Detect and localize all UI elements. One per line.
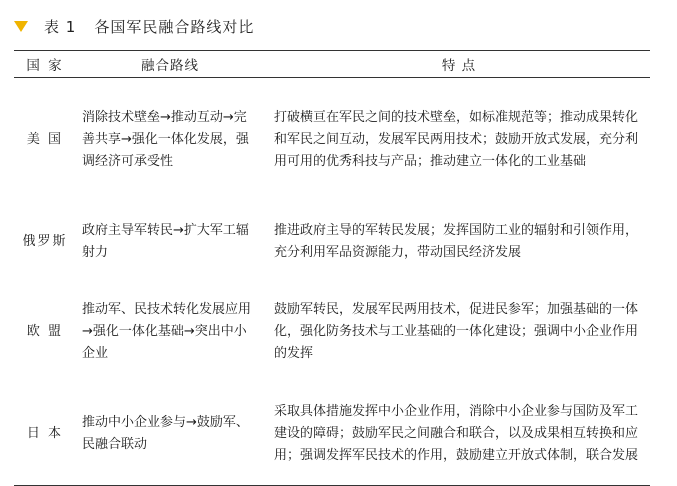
- path-cell: 推动中小企业参与→鼓励军、民融合联动: [76, 383, 268, 486]
- features-cell: 采取具体措施发挥中小企业作用，消除中小企业参与国防及军工建设的障碍；鼓励军民之间融合和联合，以及成果相互转换和应用；强调发挥军民技术的作用，鼓励建立开放式体制，联合发展: [268, 383, 650, 486]
- path-cell: 推动军、民技术转化发展应用→强化一体化基础→突出中小企业: [82, 302, 252, 361]
- features-cell: 鼓励军转民，发展军民两用技术，促进民参军；加强基础的一体化，强化防务技术与工业基础的一体化建设；强调中小企业作用的发挥: [274, 302, 639, 361]
- table-row: [14, 202, 650, 281]
- country-cell: 俄罗斯: [22, 233, 68, 249]
- table-title: 各国军民融合路线对比: [94, 17, 255, 36]
- path-cell: 消除技术壁垒→推动互动→完善共享→强化一体化发展，强调经济可承受性: [82, 110, 249, 169]
- country-cell: 美 国: [26, 132, 64, 147]
- path-cell: 政府主导军转民→扩大军工辐射力: [82, 222, 249, 260]
- table-caption: [14, 16, 254, 36]
- header-path: 融合路线: [76, 51, 268, 78]
- table-number: 表 1: [44, 17, 77, 36]
- table-row: [14, 281, 650, 383]
- triangle-marker-icon: [14, 21, 28, 32]
- table-row: [14, 78, 650, 203]
- header-features: 特 点: [268, 51, 650, 78]
- country-cell: 欧 盟: [26, 324, 64, 339]
- features-cell: 推进政府主导的军转民发展；发挥国防工业的辐射和引领作用，充分利用军品资源能力，带动国民经济发展: [274, 222, 639, 260]
- header-country: 国 家: [14, 51, 76, 78]
- country-cell: 日 本: [14, 383, 76, 486]
- features-cell: 打破横亘在军民之间的技术壁垒，如标准规范等；推动成果转化和军民之间互动，发展军民两用技术；鼓励开放式发展，充分利用可用的优秀科技与产品；推动建立一体化的工业基础: [274, 110, 639, 169]
- header-row: [14, 51, 650, 78]
- table-row: [14, 383, 650, 486]
- comparison-table: [14, 50, 650, 486]
